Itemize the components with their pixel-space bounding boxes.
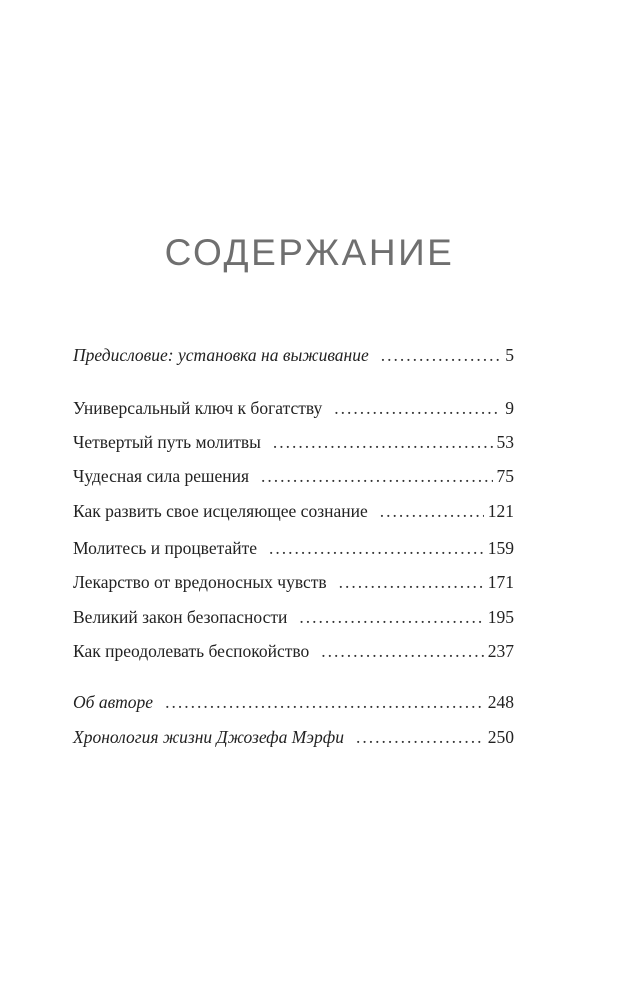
- toc-page-number: 237: [487, 641, 514, 661]
- toc-leader-dots: [261, 464, 493, 488]
- toc-entry-title: Как развить свое исцеляющее сознание: [73, 501, 368, 521]
- toc-entry-chapter-5[interactable]: [73, 536, 514, 560]
- toc-page-number: 171: [487, 572, 514, 592]
- toc-page-number: 9: [505, 398, 514, 418]
- toc-leader-dots: [380, 499, 484, 523]
- toc-leader-dots: [334, 396, 501, 420]
- toc-entry-chapter-8[interactable]: [73, 639, 514, 663]
- toc-entry-chapter-3[interactable]: [73, 464, 514, 488]
- toc-page-number: 5: [505, 345, 514, 365]
- toc-entry-preface[interactable]: [73, 343, 514, 367]
- toc-entry-chronology[interactable]: [73, 725, 514, 749]
- toc-entry-chapter-1[interactable]: [73, 396, 514, 420]
- contents-heading: СОДЕРЖАНИЕ: [164, 232, 455, 273]
- toc-page-number: 53: [496, 432, 514, 452]
- toc-leader-dots: [165, 690, 484, 714]
- toc-leader-dots: [381, 343, 502, 367]
- toc-entry-title: Лекарство от вредоносных чувств: [73, 572, 327, 592]
- toc-page-number: 248: [487, 692, 514, 712]
- toc-entry-about-author[interactable]: [73, 690, 514, 714]
- toc-entry-chapter-6[interactable]: [73, 570, 514, 594]
- toc-entry-title: Универсальный ключ к богатству: [73, 398, 323, 418]
- toc-leader-dots: [321, 639, 483, 663]
- toc-leader-dots: [356, 725, 484, 749]
- toc-page-number: 75: [496, 466, 514, 486]
- toc-page-number: 121: [487, 501, 514, 521]
- toc-entry-title: Предисловие: установка на выживание: [73, 345, 369, 365]
- toc-entry-chapter-4[interactable]: [73, 499, 514, 523]
- toc-page-number: 159: [487, 538, 514, 558]
- toc-entry-chapter-2[interactable]: [73, 430, 514, 454]
- toc-entry-title: Великий закон безопасности: [73, 607, 288, 627]
- toc-leader-dots: [339, 570, 484, 594]
- toc-page-number: 195: [487, 607, 514, 627]
- toc-leader-dots: [273, 430, 493, 454]
- toc-entry-title: Об авторе: [73, 692, 154, 712]
- toc-entry-title: Хронология жизни Джозефа Мэрфи: [73, 727, 344, 747]
- toc-entry-title: Молитесь и процветайте: [73, 538, 258, 558]
- toc-entry-title: Как преодолевать беспокойство: [73, 641, 310, 661]
- toc-leader-dots: [269, 536, 484, 560]
- toc-page-number: 250: [487, 727, 514, 747]
- toc-entry-chapter-7[interactable]: [73, 605, 514, 629]
- toc-leader-dots: [299, 605, 483, 629]
- toc-entry-title: Чудесная сила решения: [73, 466, 249, 486]
- toc-entry-title: Четвертый путь молитвы: [73, 432, 261, 452]
